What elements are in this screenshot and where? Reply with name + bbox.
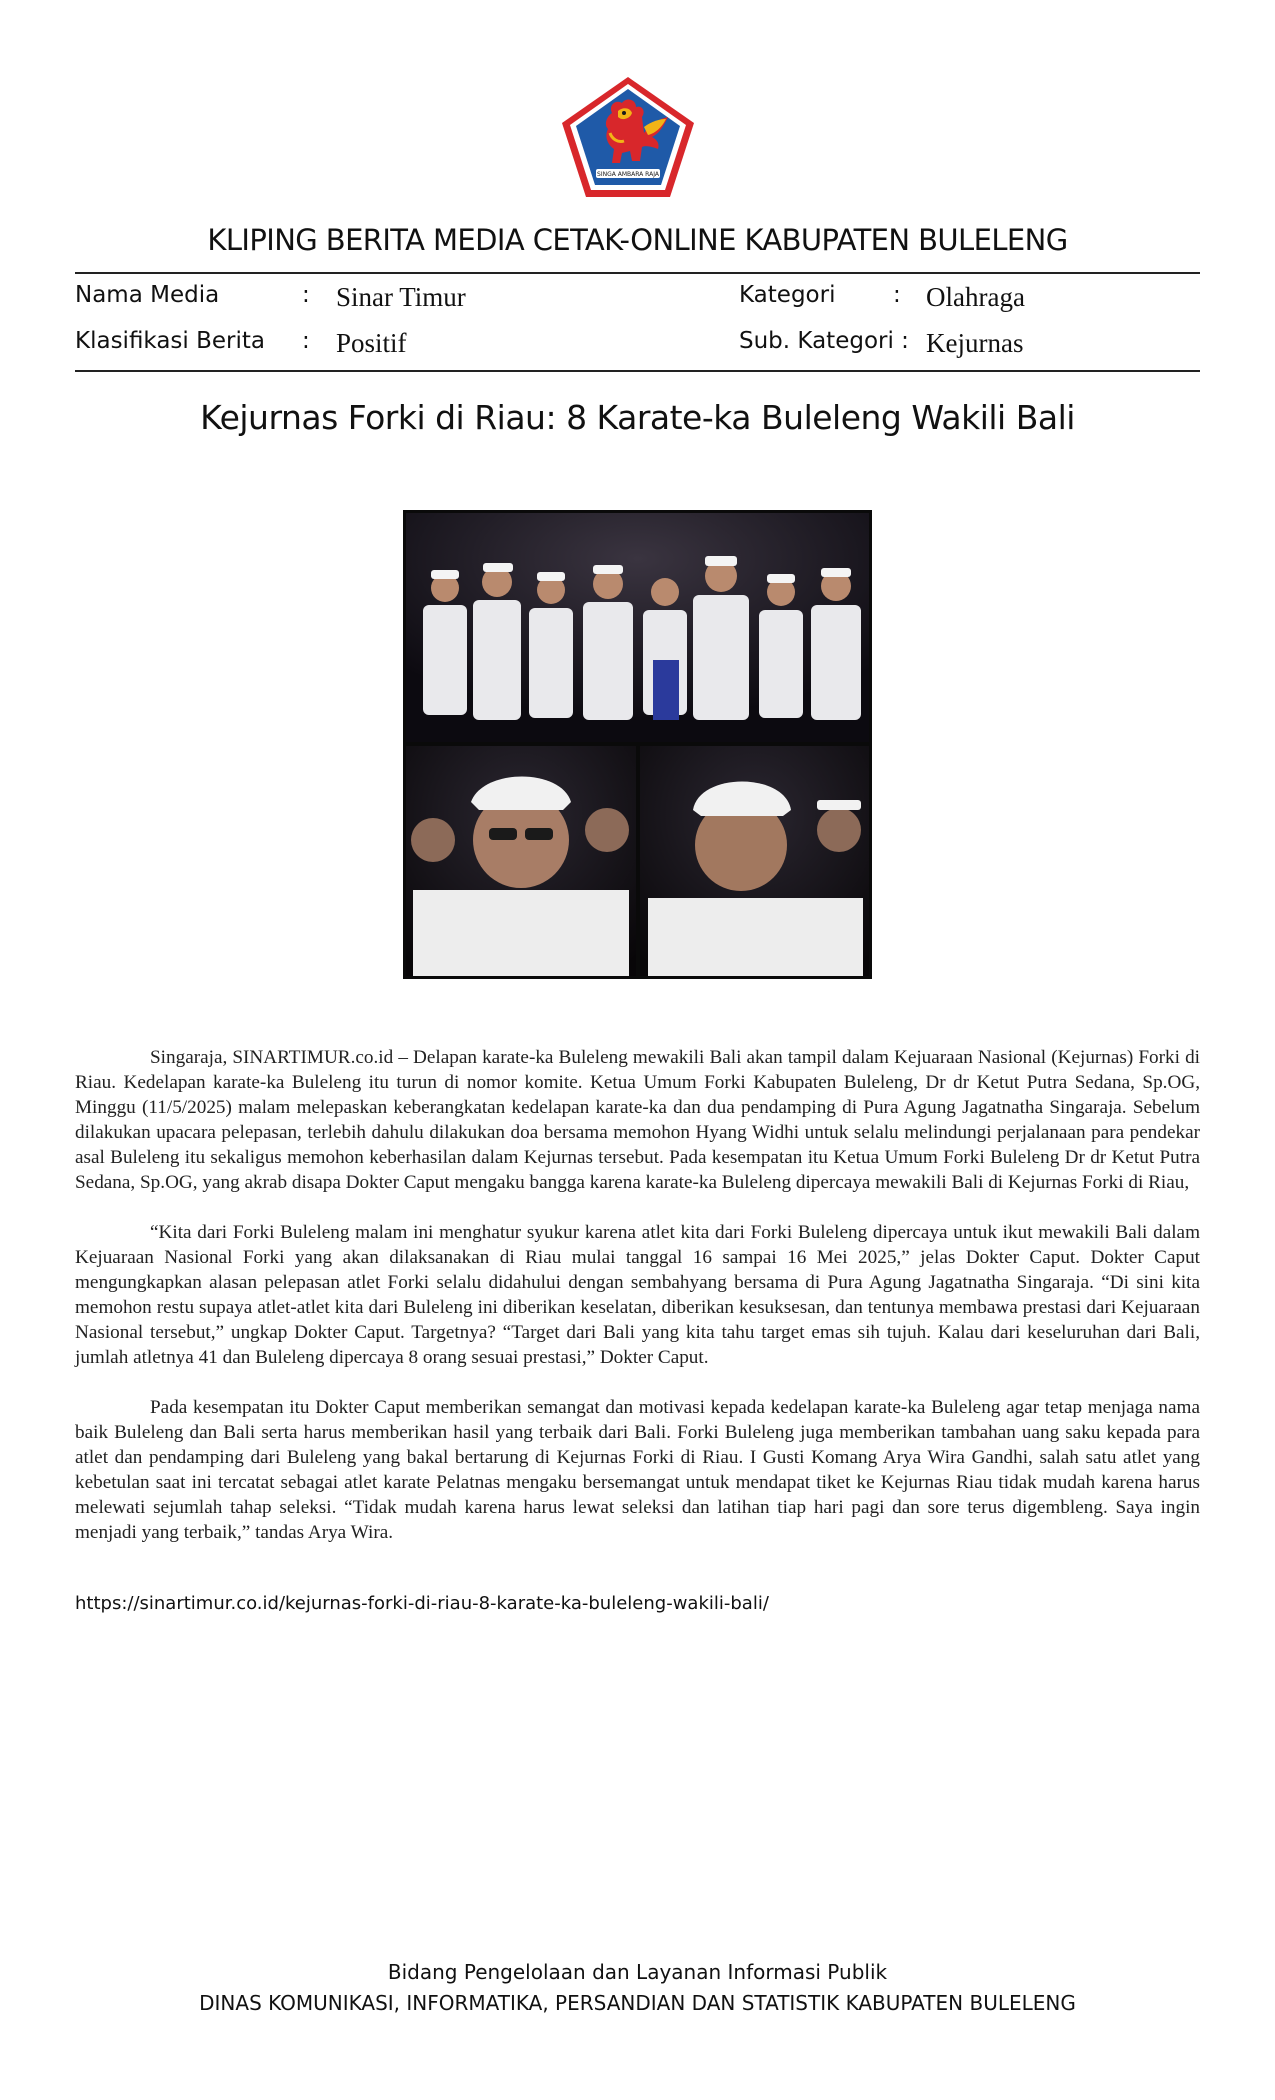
footer-department: Bidang Pengelolaan dan Layanan Informasi Publik [387, 1960, 888, 1984]
category-value: Olahraga [926, 282, 1025, 312]
classification-colon: : [302, 328, 310, 354]
buleleng-emblem-logo [560, 75, 696, 199]
header-divider-top [75, 272, 1200, 274]
classification-value: Positif [336, 328, 407, 358]
article-title: Kejurnas Forki di Riau: 8 Karate-ka Buleleng Wakili Bali [200, 398, 1075, 437]
footer-agency: DINAS KOMUNIKASI, INFORMATIKA, PERSANDIAN DAN STATISTIK KABUPATEN BULELENG [199, 1991, 1076, 2015]
article-body [75, 1045, 1200, 1570]
article-paragraph: Pada kesempatan itu Dokter Caput memberikan semangat dan motivasi kepada kedelapan karate-ka Buleleng agar tetap menjaga nama baik Buleleng dan Bali serta harus memberikan hasil yang terbaik dari Bali. Forki Buleleng juga memberikan tambahan uang saku kepada para atlet dan pendamping dari Buleleng yang bakal bertarung di Kejurnas Forki di Riau. I Gusti Komang Arya Wira Gandhi, salah satu atlet yang kebetulan saat ini tercatat sebagai atlet karate Pelatnas mengaku bersemangat untuk mendapat tiket ke Kejurnas Riau tidak mudah karena harus melewati sejumlah tahap seleksi. “Tidak mudah karena harus lewat seleksi dan latihan tiap hari pagi dan sore terus digembleng. Saya ingin menjadi yang terbaik,” tandas Arya Wira. [75, 1397, 1200, 1543]
article-photo [403, 510, 872, 979]
classification-label: Klasifikasi Berita [75, 328, 266, 354]
clipping-header-title: KLIPING BERITA MEDIA CETAK-ONLINE KABUPATEN BULELENG [207, 223, 1068, 257]
article-paragraph: “Kita dari Forki Buleleng malam ini menghatur syukur karena atlet kita dari Forki Buleleng dipercaya untuk ikut mewakili Bali dalam Kejuaraan Nasional Forki yang akan dilaksanakan di Riau mulai tanggal 16 sampai 16 Mei 2025,” jelas Dokter Caput. Dokter Caput mengungkapkan alasan pelepasan atlet Forki selalu didahului dengan sembahyang bersama di Pura Agung Jagatnatha Singaraja. “Di sini kita memohon restu supaya atlet-atlet kita dari Buleleng ini diberikan keselatan, diberikan kesuksesan, dan tentunya membawa prestasi dari Kejuaraan Nasional tersebut,” ungkap Dokter Caput. Targetnya? “Target dari Bali yang kita tahu target emas sih tujuh. Kalau dari keseluruhan dari Bali, jumlah atletnya 41 dan Buleleng dipercaya 8 orang sesuai prestasi,” Dokter Caput. [75, 1222, 1200, 1368]
header-divider-bottom [75, 370, 1200, 372]
category-label: Kategori [739, 282, 836, 308]
media-name-label: Nama Media [75, 282, 220, 308]
media-name-value: Sinar Timur [336, 282, 466, 312]
emblem-motto: SINGA AMBARA RAJA [597, 171, 659, 178]
subcategory-label: Sub. Kategori : [739, 328, 909, 354]
media-name-colon: : [302, 282, 310, 308]
category-colon: : [893, 282, 901, 308]
subcategory-value: Kejurnas [926, 328, 1024, 358]
source-url: https://sinartimur.co.id/kejurnas-forki-di-riau-8-karate-ka-buleleng-wakili-bali/ [75, 1593, 769, 1614]
article-paragraph: Singaraja, SINARTIMUR.co.id – Delapan karate-ka Buleleng mewakili Bali akan tampil dalam Kejuaraan Nasional (Kejurnas) Forki di Riau. Kedelapan karate-ka Buleleng itu turun di nomor komite. Ketua Umum Forki Kabupaten Buleleng, Dr dr Ketut Putra Sedana, Sp.OG, Minggu (11/5/2025) malam melepaskan keberangkatan kedelapan karate-ka dan dua pendamping di Pura Agung Jagatnatha Singaraja. Sebelum dilakukan upacara pelepasan, terlebih dahulu dilakukan doa bersama memohon Hyang Widhi untuk selalu melindungi perjalanaan para pendekar asal Buleleng itu sekaligus memohon keberhasilan dalam Kejurnas tersebut. Pada kesempatan itu Ketua Umum Forki Buleleng Dr dr Ketut Putra Sedana, Sp.OG, yang akrab disapa Dokter Caput mengaku bangga karena karate-ka Buleleng dipercaya mewakili Bali di Kejurnas Forki di Riau, [75, 1047, 1200, 1193]
